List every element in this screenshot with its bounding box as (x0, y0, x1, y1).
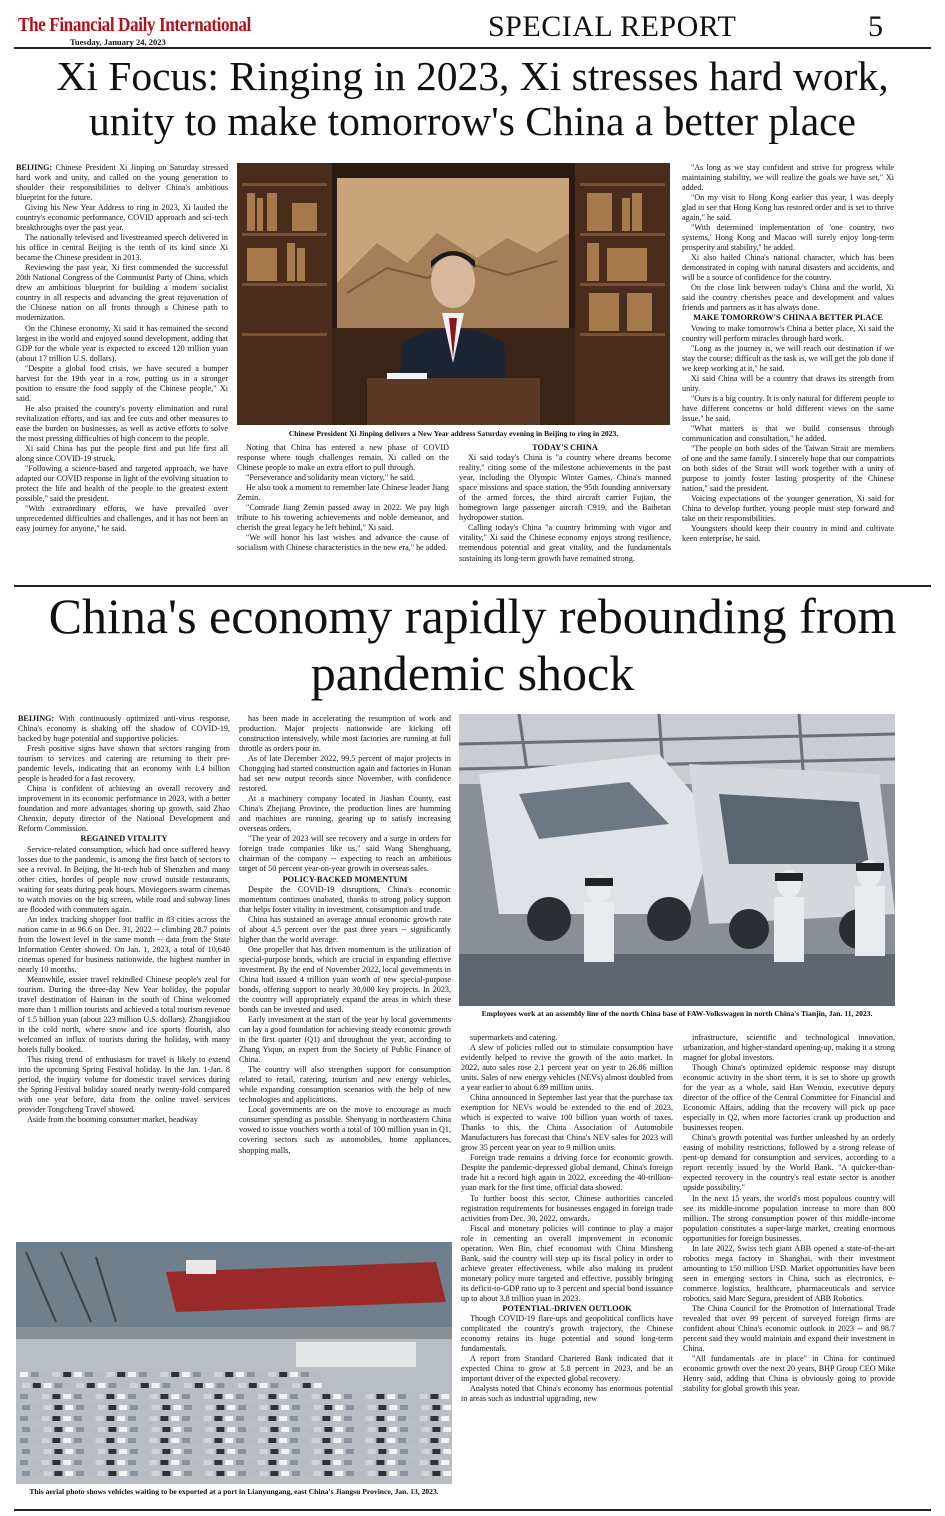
article1-col4 (682, 163, 894, 544)
paragraph: The country will also strengthen support for consumption related to retail, catering, tourism and new energy vehicles, while expanding consumption scenarios with the help of new technologies and applications. (239, 1065, 451, 1105)
paragraph: "Ours is a big country. It is only natural for different people to have different concerns or hold different views on the same issue," he said. (682, 393, 894, 423)
paragraph: infrastructure, scientific and technological innovation, urbanization, and higher-standard opening-up, making it a strong magnet for global investors. (683, 1033, 895, 1063)
paragraph: An index tracking shopper foot traffic in 83 cities across the nation came in at 96.6 on Dec. 31, 2022 -- climbing 28.7 points from the lowest level in the same month -- data from the State Information Center showed. On Jan. 1, 2023, a total of 10,640 cinemas opened for business nationwide, the highest number in nearly 10 months. (18, 914, 230, 974)
paragraph: Aside from the booming consumer market, headway (27, 1115, 198, 1125)
bottom-rule (14, 1509, 931, 1511)
paragraph: On the close link between today's China and the world, Xi said the country cherishes peace and development and values friends and partners as it has always done. (682, 283, 894, 313)
article1-col2 (237, 443, 449, 553)
paragraph: "Despite a global food crisis, we have secured a bumper harvest for the 19th year in a row, putting us in a stronger position to ensure the food supply of the Chinese people," Xi said. (16, 363, 228, 403)
paragraph: On the Chinese economy, Xi said it has remained the second largest in the world and enjoyed sound development, adding that GDP for the whole year is expected to exceed 120 trillion yuan (about 17 trillion U.S. dollars). (16, 323, 228, 363)
paragraph: A slew of policies rolled out to stimulate consumption have evidently helped to revive the growth of the auto market. In 2022, auto sales rose 2.1 percent year on year to 26.86 million units. Sales of new energy vehicles (NEVs) almost doubled from a year earlier to about 6.89 million units. (461, 1043, 673, 1093)
subhead-regained-vitality: REGAINED VITALITY (80, 834, 168, 844)
paragraph: "All fundamentals are in place" in China for continued economic growth over the next 20 years, BHP Group CEO Mike Henry said, adding that China is obviously going to provide stability for global growth this year. (683, 1354, 895, 1394)
paragraph: Though China's optimized epidemic response may disrupt economic activity in the short term, it is set to shore up growth for the year as a whole, said Han Wenxiu, executive deputy director of the office of the Central Committee for Financial and Economic Affairs, adding that the recovery will pick up pace especially in Q2, when more factories crank up production and businesses reopen. (683, 1063, 895, 1133)
paragraph: Meanwhile, easier travel rekindled Chinese people's zeal for tourism. During the three-day New Year holiday, the popular travel destination of Hainan in the south of China welcomed more than 1 million tourists and achieved a total tourism revenue of 1.5 billion yuan (about 223 million U.S. dollars). Zhangjiakou in the cold north, where snow and ice sports flourish, also welcomed an influx of tourists during the holiday, with many hotels fully booked. (18, 974, 230, 1055)
paragraph: "With determined implementation of 'one country, two systems,' Hong Kong and Macao will surely enjoy long-term prosperity and stability," he added. (682, 223, 894, 253)
paragraph: Early investment at the start of the year by local governments can lay a good foundation for achieving steady economic growth in the first quarter (Q1) and throughout the year, according to Zhang Yiqun, an expert from the Society of Public Finance of China. (239, 1015, 451, 1065)
headline-xi-focus: Xi Focus: Ringing in 2023, Xi stresses hard work, unity to make tomorrow's China a better place (56, 53, 889, 144)
paragraph: "Comrade Jiang Zemin passed away in 2022. We pay high tribute to his towering achievements and noble demeanor, and cherish the great legacy he left behind," Xi said. (237, 503, 449, 533)
subhead-potential-driven: POTENTIAL-DRIVEN OUTLOOK (502, 1303, 632, 1313)
photo-port-caption: This aerial photo shows vehicles waiting to be exported at a port in Lianyungang, east China's Jiangsu Province, Jan. 13, 2023. (29, 1487, 439, 1496)
paragraph: Xi said today's China is "a country where dreams become reality," citing some of the milestone achievements in the past year, including the Olympic Winter Games, China's manned space missions and space station, the 95th founding anniversary of the armed forces, the third aircraft carrier Fujian, the homegrown large passenger aircraft C919, and the Baihetan hydropower station. (459, 453, 671, 523)
paragraph: At a machinery company located in Jiashan County, east China's Zhejiang Province, the production lines are humming and machines are running, gearing up to satisfy increasing overseas orders. (239, 794, 451, 834)
masthead-name: The Financial Daily International (18, 14, 251, 36)
paragraph: Youngsters should keep their country in mind and cultivate keen enterprise, he said. (682, 524, 894, 544)
paragraph: Despite the COVID-19 disruptions, China's economic momentum continues unabated, thanks to strong policy support that helps foster vitality in investment, consumption and trade. (239, 884, 451, 914)
article2-col1: BEIJING: With continuously optimized anti-virus response, China's economy is shaking off the shadow of COVID-19, backed by huge potential and supportive policies. Fresh positive signs have shown that sectors ranging from tourism to services and catering are returning to their pre-pandemic levels, indicating that an economy with 1.4 billion people is headed for a fast recovery. China is confident of achieving an overall recovery and improvement in its economic performance in 2023, with a better foundation and more advantages shoring up growth, said Zhao Chenxin, deputy director of the National Development and Reform Commission. REGAINED VITALITY Service-related consumption, which had once suffered heavy losses due to the pandemic, is among the first batch of sectors to see a revival. In Beijing, the hi-tech hub of Shenzhen and many other cities, hordes of people now crowd outside restaurants, waiting for seats during peak hours. Moviegoers swarm cinemas to watch movies on the big screen, while road and subway lines are flooded with commuters again. An index tracking shopper foot traffic in 83 cities across the nation came in at 96.6 on Dec. 31, 2022 -- climbing 28.7 points from the lowest level in the same month -- data from the State Information Center showed. On Jan. 1, 2023, a total of 10,640 cinemas opened for business nationwide, the highest number in nearly 10 months. Meanwhile, easier travel rekindled Chinese people's zeal for tourism. During the three-day New Year holiday, the popular travel destination of Hainan in the south of China welcomed more than 1 million tourists and achieved a total tourism revenue of 1.5 billion yuan (about 223 million U.S. dollars). Zhangjiakou in the cold north, where snow and ice sports flourish, also welcomed an influx of tourists during the holiday, with many hotels fully booked. This rising trend of enthusiasm for travel is likely to extend into the upcoming Spring Festival holiday. In the Jan. 1-Jan. 8 period, the inquiry volume for domestic travel services during the Spring Festival holiday soared nearly twenty-fold compared with one year before, data from the online travel services provider Tongcheng Travel showed. Aside from the booming consumer market, headway (18, 714, 230, 1125)
article2-col4 (683, 1033, 895, 1503)
paragraph: "What matters is that we build consensus through communication and consultation," he added. (682, 423, 894, 444)
photo-faw-caption: Employees work at an assembly line of the north China base of FAW-Volkswagen in north China's Tianjin, Jan. 11, 2023. (481, 1009, 873, 1018)
article2-col3 (461, 1033, 673, 1503)
masthead-date: Tuesday, January 24, 2023 (70, 37, 166, 47)
paragraph: "Long as the journey is, we will reach our destination if we stay the course; difficult as the task is, we will get the job done if we keep working at it," he said. (682, 343, 894, 373)
subhead-policy-backed: POLICY-BACKED MOMENTUM (282, 874, 408, 884)
paragraph: "Perseverance and solidarity mean victory," he said. (246, 473, 415, 483)
article1-col1 (16, 163, 228, 534)
paragraph: Analysts noted that China's economy has enormous potential in areas such as industrial upgrading, new (461, 1384, 673, 1404)
article1-col1-rest (16, 203, 228, 534)
paragraph: "The year of 2023 will see recovery and a surge in orders for foreign trade companies like us," said Wang Shenghuang, chairman of the company -- expecting to reach an ambitious target of 50 percent year-on-year growth in overseas sales. (239, 834, 451, 874)
paragraph: Calling today's China "a country brimming with vigor and vitality," Xi said the Chinese economy enjoys strong resilience, tremendous potential and great vitality, and the fundamentals sustaining its long-term growth have remained strong. (459, 523, 671, 563)
paragraph: Xi said China has put the people first and put life first all along since COVID-19 struck. (16, 443, 228, 463)
paragraph: "Following a science-based and targeted approach, we have adapted our COVID response in light of the evolving situation to protect the life and health of the people to the greatest extent possible," said the president. (16, 463, 228, 504)
article1-col3 (459, 443, 671, 564)
masthead-rule (14, 47, 931, 49)
paragraph: China's growth potential was further unleashed by an orderly easing of mobility restrictions, followed by a strong release of pent-up demand for consumption and services, according to a report recently issued by the World Bank. "A quicker-than-expected recovery in the country's real estate sector is another upside possibility." (683, 1133, 895, 1193)
paragraph: Local governments are on the move to encourage as much consumer spending as possible. Shenyang in northeastern China vowed to issue vouchers worth a total of 100 million yuan in Q1, covering sectors such as automobiles, home appliances, shopping malls, (239, 1105, 451, 1155)
paragraph: The nationally televised and livestreamed speech delivered in his office in central Beijing is the tenth of its kind since Xi became the Chinese president in 2013. (16, 233, 228, 263)
section-title: SPECIAL REPORT (488, 10, 737, 43)
photo-lianyungang-port (16, 1242, 452, 1484)
paragraph: Reviewing the past year, Xi first commended the successful 20th National Congress of the Communist Party of China, which drew an ambitious blueprint for building a modern socialist country in all respects and advancing the great rejuvenation of the Chinese nation on all fronts through a Chinese path to modernization. (16, 263, 228, 323)
section-divider (14, 585, 931, 587)
paragraph: To further boost this sector, Chinese authorities canceled registration requirements for businesses engaged in foreign trade activities from Dec. 30, 2022, onwards. (461, 1193, 673, 1223)
paragraph: Fiscal and monetary policies will continue to play a major role in cementing an overall improvement in economic operation. Wen Bin, chief economist with China Minsheng Bank, said the country will step up its fiscal policy in order to achieve greater effectiveness, while also making its prudent monetary policy more targeted and effective, possibly bringing its deficit-to-GDP ratio up to 3 percent and special bond issuance up to about 3.8 trillion yuan in 2023. (461, 1223, 673, 1303)
paragraph: This rising trend of enthusiasm for travel is likely to extend into the upcoming Spring Festival holiday. In the Jan. 1-Jan. 8 period, the inquiry volume for domestic travel services during the Spring Festival holiday soared nearly twenty-fold compared with one year before, data from the online travel services provider Tongcheng Travel showed. (18, 1055, 230, 1115)
paragraph: China announced in September last year that the purchase tax exemption for NEVs would be extended to the end of 2023, which is expected to waive 100 billion yuan worth of taxes. Thanks to this, the China Association of Automobile Manufacturers has forecast that China's NEV sales for 2023 will grow 35 percent year on year to 9 million units. (461, 1093, 673, 1153)
photo-xi-new-year-address (237, 163, 670, 425)
article2-col2 (239, 714, 451, 1234)
paragraph: Foreign trade remains a driving force for economic growth. Despite the pandemic-depressed global demand, China's foreign trade hit a record high again in 2022, exceeding the 40-trillion-yuan mark for the first time, official data showed. (461, 1153, 673, 1193)
photo-faw-volkswagen (459, 714, 895, 1006)
paragraph: A report from Standard Chartered Bank indicated that it expected China to grow at 5.8 percent in 2023, and be an important driver of the expected global recovery. (461, 1354, 673, 1384)
paragraph: "On my visit to Hong Kong earlier this year, I was deeply glad to see that Hong Kong has restored order and is set to thrive again," he said. (682, 193, 894, 223)
paragraph: China is confident of achieving an overall recovery and improvement in its economic performance in 2023, with a better foundation and more advantages shoring up growth, said Zhao Chenxin, deputy director of the National Development and Reform Commission. (18, 784, 230, 834)
paragraph: In the next 15 years, the world's most populous country will see its middle-income population increase to more than 800 million. The strong consumption power of this middle-income population constitutes a super-large market, creating enormous opportunities for foreign businesses. (683, 1193, 895, 1243)
paragraph: supermarkets and catering. (470, 1033, 558, 1042)
paragraph: Giving his New Year Address to ring in 2023, Xi lauded the country's economic performance, COVID approach and sci-tech breakthroughs over the past year. (16, 203, 228, 233)
paragraph: He also took a moment to remember late Chinese leader Jiang Zemin. (237, 483, 449, 503)
paragraph: As of late December 2022, 99.5 percent of major projects in Chongqing had started construction again and factories in Hunan had set new output records since November, with confidence restored. (239, 754, 451, 794)
paragraph: Though COVID-19 flare-ups and geopolitical conflicts have complicated the country's growth trajectory, the Chinese economy retains its huge potential and sound long-term fundamentals. (461, 1314, 673, 1354)
page-number: 5 (868, 10, 883, 43)
paragraph: China has sustained an average annual economic growth rate of about 4.5 percent over the past three years -- significantly higher than the world average. (239, 914, 451, 944)
paragraph: Xi also hailed China's national character, which has been demonstrated in coping with natural disasters and accidents, and will be a source of confidence for the country. (682, 253, 894, 283)
paragraph: He also praised the country's poverty elimination and rural revitalization efforts, and tax and fee cuts and other measures to ease the burden on businesses, as well as active efforts to solve the most pressing difficulties of high concern to the people. (16, 403, 228, 443)
photo-xi-caption: Chinese President Xi Jinping delivers a New Year address Saturday evening in Beijing to ring in 2023. (288, 429, 619, 438)
subhead-todays-china: TODAY'S CHINA (532, 443, 598, 452)
paragraph: "We will honor his last wishes and advance the cause of socialism with Chinese characteristics in the new era," he added. (237, 533, 449, 553)
paragraph: "As long as we stay confident and strive for progress while maintaining stability, we will realize the goals we have set," Xi added. (682, 163, 894, 193)
paragraph: One propeller that has driven momentum is the utilization of special-purpose bonds, which are crucial in expanding effective investment. By the end of November 2022, local governments in China had issued 4 trillion yuan worth of new special-purpose bonds, offering support to nearly 30,000 key projects. In 2023, the country will appropriately expand the areas in which these bonds can be invested and used. (239, 944, 451, 1015)
paragraph: Fresh positive signs have shown that sectors ranging from tourism to services and catering are returning to their pre-pandemic levels, indicating that an economy with 1.4 billion people is headed for a fast recovery. (18, 744, 230, 784)
paragraph: "The people on both sides of the Taiwan Strait are members of one and the same family. I sincerely hope that our compatriots on both sides of the Strait will work together with a unity of purpose to jointly foster lasting prosperity of the Chinese nation," said the president. (682, 444, 894, 494)
paragraph: Xi said China will be a country that draws its strength from unity. (682, 373, 894, 393)
paragraph: In late 2022, Swiss tech giant ABB opened a state-of-the-art robotics mega factory in Shanghai, with their investment amounting to 150 million USD. Market opportunities have been seen in emerging sectors in China, such as electronics, e-commerce logistics, healthcare, pharmaceuticals and service robotics, said Marc Segura, president of ABB Robotics. (683, 1243, 895, 1303)
paragraph: "With extraordinary efforts, we have prevailed over unprecedented difficulties and challenges, and it has not been an easy journey for anyone," he said. (16, 504, 228, 534)
paragraph: Voicing expectations of the younger generation, Xi said for China to develop further, young people must step forward and take on their responsibilities. (682, 494, 894, 524)
paragraph: Noting that China has entered a new phase of COVID response where tough challenges remain, Xi called on the Chinese people to make an extra effort to pull through. (237, 443, 449, 473)
headline-china-economy: China's economy rapidly rebounding from pandemic shock (48, 588, 897, 701)
paragraph: The China Council for the Promotion of International Trade revealed that over 99 percent of surveyed foreign firms are confident about China's economic outlook in 2023 -- and 98.7 percent said they would maintain and expand their investment in China. (683, 1303, 895, 1353)
subhead-make-tomorrow: MAKE TOMORROW'S CHINA A BETTER PLACE (693, 313, 883, 323)
article1-col1-first: BEIJING: Chinese President Xi Jinping on Saturday stressed hard work and unity, and called on the young generation to shoulder their responsibilities to deliver China's ambitious blueprint for the future. (16, 163, 229, 203)
paragraph: Service-related consumption, which had once suffered heavy losses due to the pandemic, is among the first batch of sectors to see a revival. In Beijing, the hi-tech hub of Shenzhen and many other cities, hordes of people now crowd outside restaurants, waiting for seats during peak hours. Moviegoers swarm cinemas to watch movies on the big screen, while road and subway lines are flooded with commuters again. (18, 844, 230, 914)
paragraph: has been made in accelerating the resumption of work and production. Major projects nationwide are kicking off construction intensively, while most factories are running at full throttle as orders pour in. (239, 714, 451, 754)
paragraph: Vowing to make tomorrow's China a better place, Xi said the country will perform miracles through hard work. (682, 323, 894, 343)
